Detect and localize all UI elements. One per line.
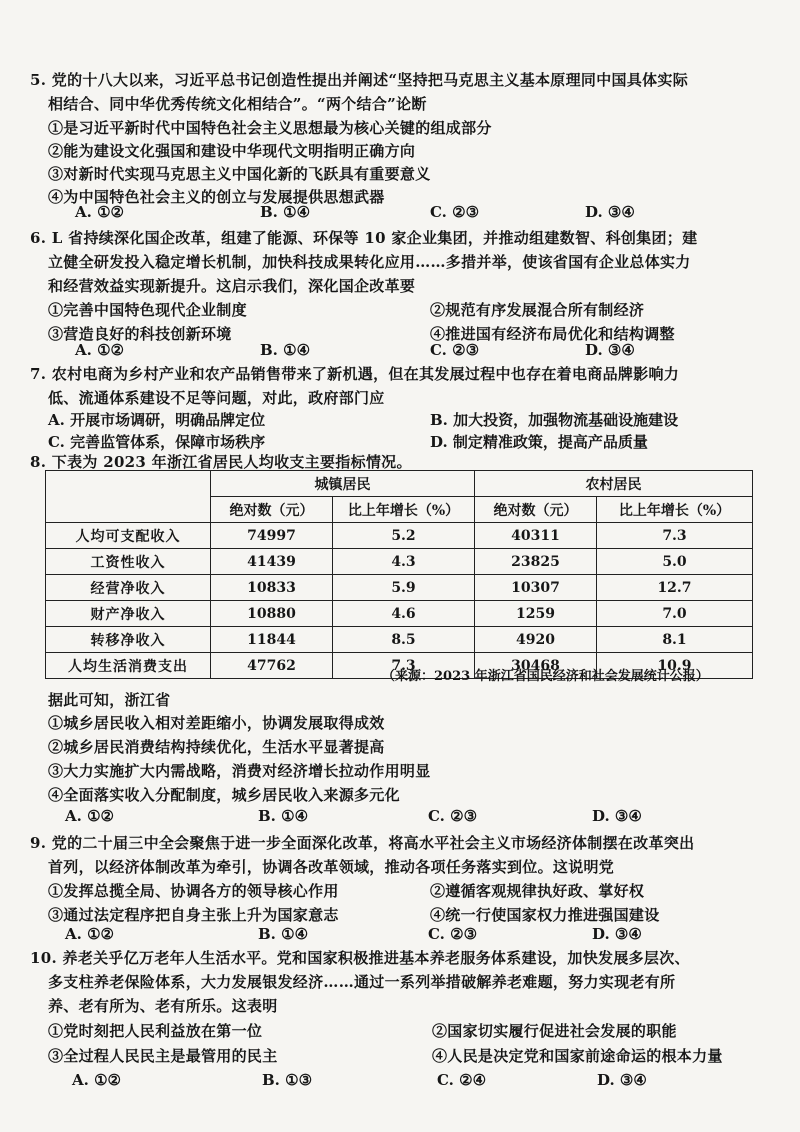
q5-item-4: ④为中国特色社会主义的创立与发展提供思想武器 bbox=[48, 188, 385, 206]
q5-option-d: D. ③④ bbox=[585, 203, 635, 221]
q10-option-c: C. ②④ bbox=[437, 1071, 487, 1089]
table-cell: 74997 bbox=[211, 523, 333, 549]
table-group-header-rural: 农村居民 bbox=[475, 471, 753, 497]
table-cell: 10.9 bbox=[597, 653, 753, 679]
q9-item-2: ②遵循客观规律执好政、掌好权 bbox=[430, 882, 645, 900]
q6-item-2: ②规范有序发展混合所有制经济 bbox=[430, 301, 645, 319]
q7-stem-line-2: 低、流通体系建设不足等问题，对此，政府部门应 bbox=[48, 389, 385, 407]
q8-item-2: ②城乡居民消费结构持续优化，生活水平显著提高 bbox=[48, 738, 385, 756]
q8-item-1: ①城乡居民收入相对差距缩小，协调发展取得成效 bbox=[48, 714, 385, 732]
q5-option-c: C. ②③ bbox=[430, 203, 480, 221]
table-cell: 10307 bbox=[475, 575, 597, 601]
q10-item-4: ④人民是决定党和国家前途命运的根本力量 bbox=[432, 1047, 723, 1065]
table-cell: 7.3 bbox=[597, 523, 753, 549]
table-cell: 4.6 bbox=[333, 601, 475, 627]
q6-item-4: ④推进国有经济布局优化和结构调整 bbox=[430, 325, 675, 343]
q7-option-b: B. 加大投资，加强物流基础设施建设 bbox=[430, 411, 679, 429]
q5-option-b: B. ①④ bbox=[260, 203, 311, 221]
table-row bbox=[46, 523, 753, 549]
q5-stem-line-2: 相结合、同中华优秀传统文化相结合”。“两个结合”论断 bbox=[48, 95, 427, 113]
table-subheader: 绝对数（元） bbox=[475, 497, 597, 523]
q9-item-1: ①发挥总揽全局、协调各方的领导核心作用 bbox=[48, 882, 339, 900]
q7-stem-line-1: 7. 农村电商为乡村产业和农产品销售带来了新机遇，但在其发展过程中也存在着电商品牌影响力 bbox=[30, 365, 680, 383]
q10-stem-line-1: 10. 养老关乎亿万老年人生活水平。党和国家积极推进基本养老服务体系建设，加快发展多层次、 bbox=[30, 949, 690, 967]
table-cell: 10833 bbox=[211, 575, 333, 601]
table-cell: 8.1 bbox=[597, 627, 753, 653]
table-row bbox=[46, 627, 753, 653]
q6-item-3: ③营造良好的科技创新环境 bbox=[48, 325, 232, 343]
q9-stem-line-2: 首列，以经济体制改革为牵引，协调各改革领域，推动各项任务落实到位。这说明党 bbox=[48, 858, 615, 876]
q8-item-4: ④全面落实收入分配制度，城乡居民收入来源多元化 bbox=[48, 786, 400, 804]
q7-option-d: D. 制定精准政策，提高产品质量 bbox=[430, 433, 648, 451]
q9-option-d: D. ③④ bbox=[592, 925, 642, 943]
table-group-header-urban: 城镇居民 bbox=[211, 471, 475, 497]
table-cell: 8.5 bbox=[333, 627, 475, 653]
q10-item-1: ①党时刻把人民利益放在第一位 bbox=[48, 1022, 263, 1040]
table-row-label: 转移净收入 bbox=[46, 627, 211, 653]
table-row-label: 经营净收入 bbox=[46, 575, 211, 601]
q5-item-3: ③对新时代实现马克思主义中国化新的飞跃具有重要意义 bbox=[48, 165, 431, 183]
table-cell: 7.0 bbox=[597, 601, 753, 627]
table-row bbox=[46, 549, 753, 575]
table-subheader: 比上年增长（%） bbox=[597, 497, 753, 523]
q6-item-1: ①完善中国特色现代企业制度 bbox=[48, 301, 247, 319]
q8-option-d: D. ③④ bbox=[592, 807, 642, 825]
q6-stem-line-3: 和经营效益实现新提升。这启示我们，深化国企改革要 bbox=[48, 277, 416, 295]
q8-option-c: C. ②③ bbox=[428, 807, 478, 825]
q10-option-d: D. ③④ bbox=[597, 1071, 647, 1089]
table-corner-cell bbox=[46, 471, 211, 523]
table-row-label: 工资性收入 bbox=[46, 549, 211, 575]
q6-option-d: D. ③④ bbox=[585, 341, 635, 359]
q8-lead: 据此可知，浙江省 bbox=[48, 691, 171, 709]
table-row-label: 人均生活消费支出 bbox=[46, 653, 211, 679]
q6-option-c: C. ②③ bbox=[430, 341, 480, 359]
q10-option-b: B. ①③ bbox=[262, 1071, 313, 1089]
q9-item-3: ③通过法定程序把自身主张上升为国家意志 bbox=[48, 906, 339, 924]
q8-item-3: ③大力实施扩大内需战略，消费对经济增长拉动作用明显 bbox=[48, 762, 431, 780]
table-cell: 5.2 bbox=[333, 523, 475, 549]
table-cell: 30468 bbox=[475, 653, 597, 679]
table-row bbox=[46, 575, 753, 601]
q9-option-a: A. ①② bbox=[65, 925, 114, 943]
table-cell: 5.9 bbox=[333, 575, 475, 601]
table-cell: 5.0 bbox=[597, 549, 753, 575]
q5-option-a: A. ①② bbox=[75, 203, 124, 221]
q8-option-b: B. ①④ bbox=[258, 807, 309, 825]
q7-option-c: C. 完善监管体系，保障市场秩序 bbox=[48, 433, 266, 451]
q9-item-4: ④统一行使国家权力推进强国建设 bbox=[430, 906, 660, 924]
q10-stem-line-3: 养、老有所为、老有所乐。这表明 bbox=[48, 997, 278, 1015]
table-cell: 11844 bbox=[211, 627, 333, 653]
table-subheader: 绝对数（元） bbox=[211, 497, 333, 523]
table-cell: 47762 bbox=[211, 653, 333, 679]
table-header-row bbox=[46, 471, 753, 497]
q5-stem-line-1: 5. 党的十八大以来，习近平总书记创造性提出并阐述“坚持把马克思主义基本原理同中国具体实际 bbox=[30, 71, 689, 89]
q5-item-2: ②能为建设文化强国和建设中华现代文明指明正确方向 bbox=[48, 142, 416, 160]
table-row bbox=[46, 601, 753, 627]
table-cell: 4.3 bbox=[333, 549, 475, 575]
q10-item-2: ②国家切实履行促进社会发展的职能 bbox=[432, 1022, 677, 1040]
q8-option-a: A. ①② bbox=[65, 807, 114, 825]
table-cell: 7.3 bbox=[333, 653, 475, 679]
q10-option-a: A. ①② bbox=[72, 1071, 121, 1089]
q7-option-a: A. 开展市场调研，明确品牌定位 bbox=[48, 411, 266, 429]
table-subheader: 比上年增长（%） bbox=[333, 497, 475, 523]
table-cell: 40311 bbox=[475, 523, 597, 549]
q6-stem-line-1: 6. L 省持续深化国企改革，组建了能源、环保等 10 家企业集团，并推动组建数智、科创集团；建 bbox=[30, 229, 698, 247]
q9-option-c: C. ②③ bbox=[428, 925, 478, 943]
table-row-label: 财产净收入 bbox=[46, 601, 211, 627]
income-table bbox=[45, 470, 753, 679]
q9-stem-line-1: 9. 党的二十届三中全会聚焦于进一步全面深化改革，将高水平社会主义市场经济体制摆在改革突出 bbox=[30, 834, 695, 852]
table-row-label: 人均可支配收入 bbox=[46, 523, 211, 549]
q10-item-3: ③全过程人民民主是最管用的民主 bbox=[48, 1047, 278, 1065]
table-cell: 41439 bbox=[211, 549, 333, 575]
q6-option-a: A. ①② bbox=[75, 341, 124, 359]
q6-stem-line-2: 立健全研发投入稳定增长机制，加快科技成果转化应用……多措并举，使该省国有企业总体实力 bbox=[48, 253, 691, 271]
table-cell: 10880 bbox=[211, 601, 333, 627]
q10-stem-line-2: 多支柱养老保险体系，大力发展银发经济……通过一系列举措破解养老难题，努力实现老有所 bbox=[48, 973, 676, 991]
q5-item-1: ①是习近平新时代中国特色社会主义思想最为核心关键的组成部分 bbox=[48, 119, 492, 137]
table-cell: 1259 bbox=[475, 601, 597, 627]
q8-stem: 8. 下表为 2023 年浙江省居民人均收支主要指标情况。 bbox=[30, 453, 412, 471]
q6-option-b: B. ①④ bbox=[260, 341, 311, 359]
table-source-note: （来源：2023 年浙江省国民经济和社会发展统计公报） bbox=[382, 669, 709, 684]
table-cell: 12.7 bbox=[597, 575, 753, 601]
table-cell: 4920 bbox=[475, 627, 597, 653]
q9-option-b: B. ①④ bbox=[258, 925, 309, 943]
table-cell: 23825 bbox=[475, 549, 597, 575]
